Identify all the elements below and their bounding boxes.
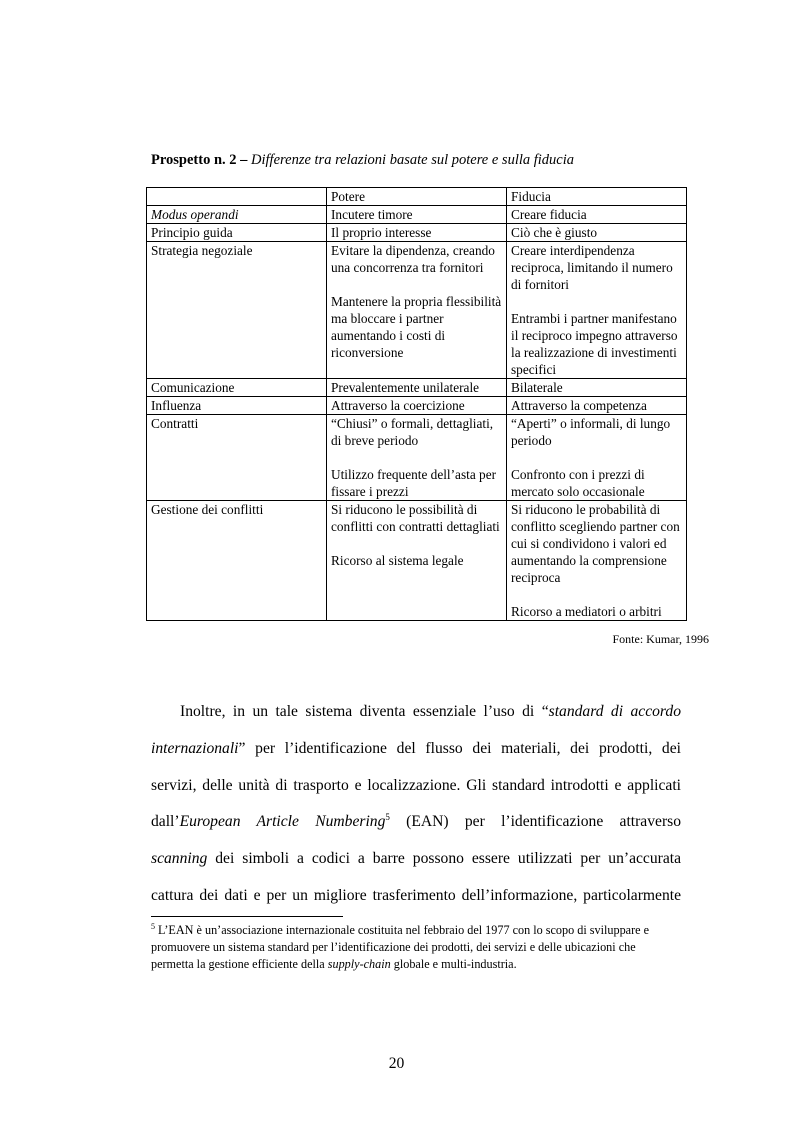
footnote-text: L’EAN è un’associazione internazionale costituita nel febbraio del 1977 con lo scopo di sviluppare e promuovere un sistema standard per l’identificazione dei prodotti, dei servizi e delle ubicazioni che permetta la gestione efficiente della [151,923,650,971]
body-text-italic: European Article Numbering [179,813,386,831]
body-text-run: servizi, delle unità di trasporto e localizzazione. Gli standard introdotti e applicati [151,776,681,794]
footnote-reference[interactable]: 5 [385,812,390,823]
body-line [151,694,681,731]
row-label: Modus operandi [147,206,327,224]
fiducia-cell [507,415,687,501]
potere-cell: Il proprio interesse [327,224,507,242]
table-row [147,206,687,224]
cell-paragraph: Creare interdipendenza reciproca, limitando il numero di fornitori [511,243,673,292]
footnote-text-italic: supply-chain [327,957,391,971]
body-text-run: (EAN) per l’identificazione attraverso [389,813,682,831]
cell-paragraph: Entrambi i partner manifestano il reciproco impegno attraverso la realizzazione di investimenti specifici [511,311,678,377]
body-text-italic: standard di accordo [548,703,681,720]
body-text-italic: scanning [151,850,208,868]
body-line [151,768,681,805]
footnote [151,922,681,973]
body-text-run: dall’ [151,813,180,831]
caption-title: Differenze tra relazioni basate sul potere e sulla fiducia [251,152,575,168]
table-header-row [147,188,687,206]
potere-cell: Prevalentemente unilaterale [327,379,507,397]
fiducia-cell [507,242,687,379]
row-label: Comunicazione [147,379,327,397]
body-line [151,731,681,768]
row-label: Contratti [147,415,327,501]
cell-paragraph: Mantenere la propria flessibilità ma bloccare i partner aumentando i costi di riconversione [331,294,502,360]
potere-cell [327,415,507,501]
footnote-separator [151,916,343,917]
table-row [147,242,687,379]
body-line [151,878,681,915]
comparison-table [146,187,687,621]
row-label: Influenza [147,397,327,415]
body-text-run: ” per l’identificazione del flusso dei materiali, dei prodotti, dei [238,739,681,757]
table-row [147,501,687,621]
body-text-italic: internazionali [151,739,239,757]
fiducia-cell: Bilaterale [507,379,687,397]
potere-cell [327,501,507,621]
table-row [147,397,687,415]
body-line [151,804,681,841]
fiducia-cell: Creare fiducia [507,206,687,224]
potere-cell [327,242,507,379]
cell-paragraph: Si riducono le possibilità di conflitti con contratti dettagliati [331,502,500,534]
header-cell-fiducia: Fiducia [507,188,687,206]
cell-paragraph: “Aperti” o informali, di lungo periodo [511,416,671,448]
row-label: Principio guida [147,224,327,242]
potere-cell: Incutere timore [327,206,507,224]
caption-label: Prospetto n. 2 – [151,152,248,168]
body-line [151,841,681,878]
header-cell-potere: Potere [327,188,507,206]
potere-cell: Attraverso la coercizione [327,397,507,415]
footnote-text: globale e multi-industria. [390,957,517,971]
row-label: Strategia negoziale [147,242,327,379]
cell-paragraph: Evitare la dipendenza, creando una concorrenza tra fornitori [331,243,495,275]
body-text-run: dei simboli a codici a barre possono essere utilizzati per un’accurata [207,850,681,868]
table-row [147,415,687,501]
cell-paragraph: Ricorso al sistema legale [331,553,464,568]
body-text-run: cattura dei dati e per un migliore trasferimento dell’informazione, particolarmente [151,886,681,904]
body-paragraph [151,694,681,915]
table-caption [151,151,711,169]
fiducia-cell [507,501,687,621]
cell-paragraph: “Chiusi” o formali, dettagliati, di breve periodo [331,416,494,448]
page-number: 20 [388,1055,405,1072]
cell-paragraph: Utilizzo frequente dell’asta per fissare i prezzi [331,467,497,499]
fiducia-cell: Attraverso la competenza [507,397,687,415]
cell-paragraph: Ricorso a mediatori o arbitri [511,604,662,619]
row-label: Gestione dei conflitti [147,501,327,621]
footnote-mark: 5 [151,921,155,931]
cell-paragraph: Si riducono le probabilità di conflitto scegliendo partner con cui si condividono i valori ed aumentando la comprensione reciproca [511,502,680,585]
table-row [147,224,687,242]
table-source: Fonte: Kumar, 1996 [612,632,709,646]
cell-paragraph: Confronto con i prezzi di mercato solo occasionale [511,467,645,499]
table-row [147,379,687,397]
body-text-run: Inoltre, in un tale sistema diventa essenziale l’uso di “ [180,703,549,720]
header-cell-empty [147,188,327,206]
fiducia-cell: Ciò che è giusto [507,224,687,242]
